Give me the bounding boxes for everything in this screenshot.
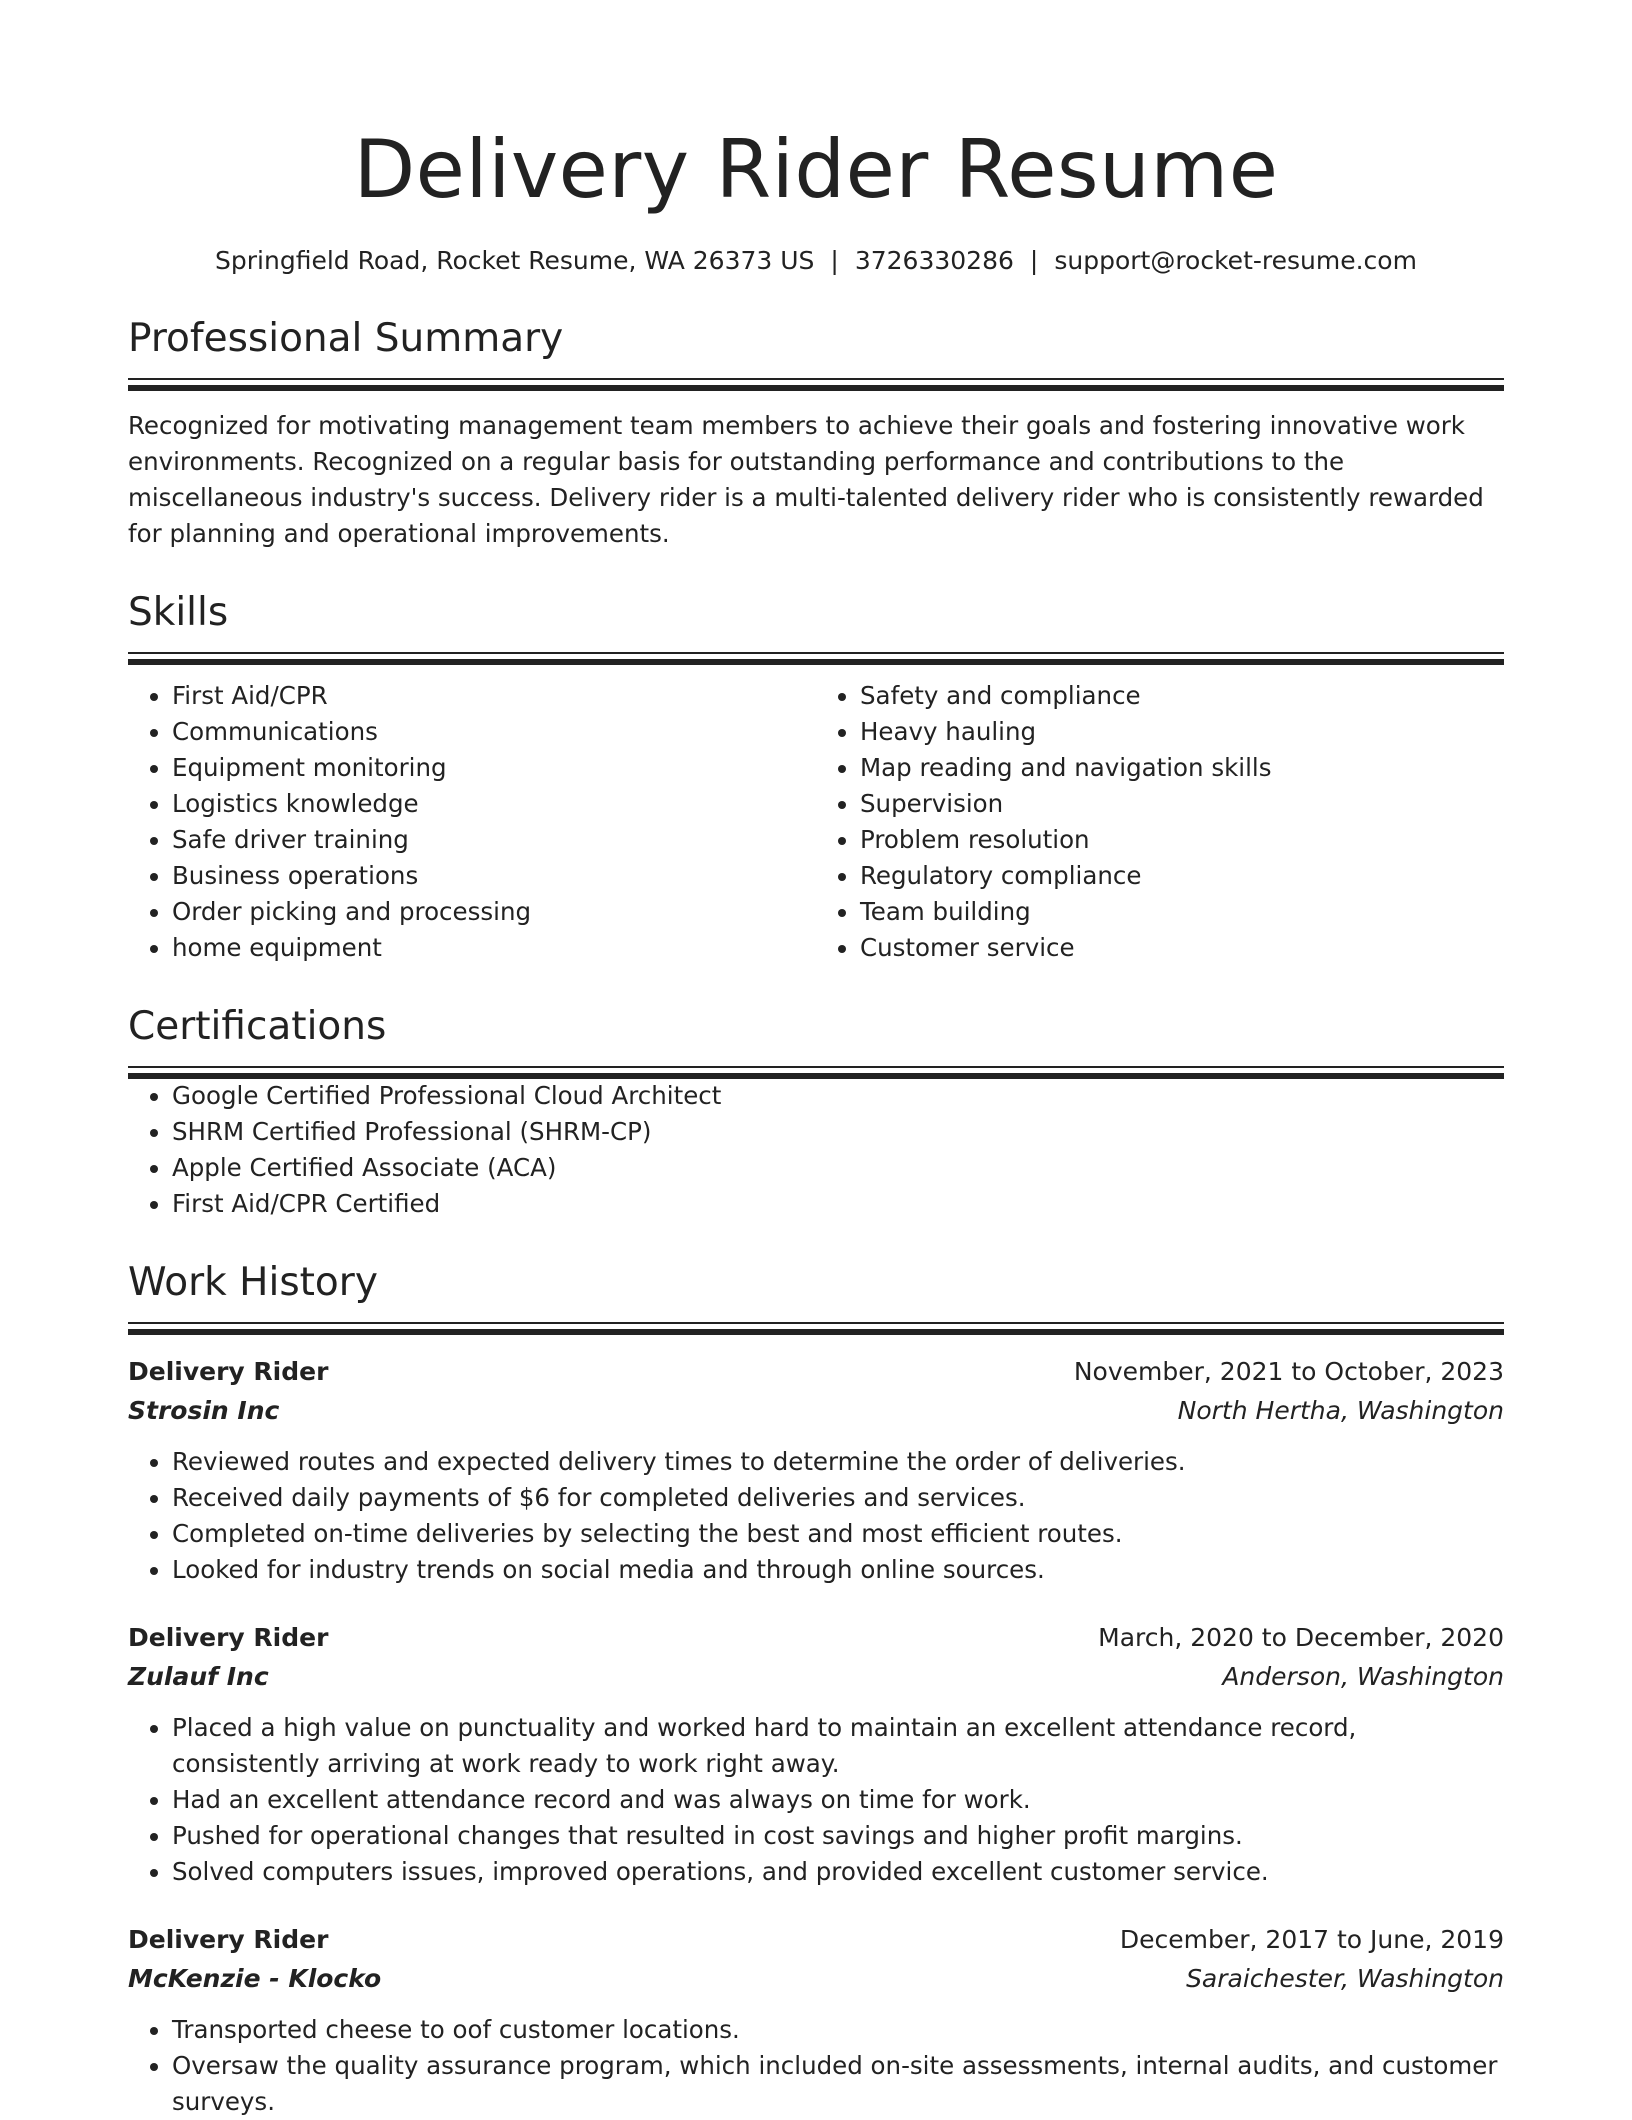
skill-item: • Order picking and processing bbox=[172, 894, 816, 930]
job-title: Delivery Rider bbox=[128, 1623, 329, 1652]
job-dates: November, 2021 to October, 2023 bbox=[1073, 1357, 1504, 1386]
contact-separator: | bbox=[830, 246, 839, 275]
skill-item: • Business operations bbox=[172, 858, 816, 894]
job-bullet: • Had an excellent attendance record and was always on time for work. bbox=[172, 1782, 1504, 1818]
skill-item: • Safety and compliance bbox=[860, 678, 1504, 714]
job-bullet: • Reviewed routes and expected delivery times to determine the order of deliveries. bbox=[172, 1444, 1504, 1480]
section-divider bbox=[128, 652, 1504, 664]
job-bullet: • Transported cheese to oof customer locations. bbox=[172, 2012, 1504, 2048]
job-header-row bbox=[128, 1618, 1504, 1657]
section-divider bbox=[128, 1066, 1504, 1078]
job-location: Saraichester, Washington bbox=[1186, 1964, 1504, 1993]
job-company-row bbox=[128, 1959, 1504, 1998]
skill-item: • First Aid/CPR bbox=[172, 678, 816, 714]
summary-text: Recognized for motivating management team members to achieve their goals and fostering innovative work environments. Recognized on a regular basis for outstanding performance and contributions to the miscellaneous industry's success. Delivery rider is a multi-talented delivery rider who is consistently rewarded for planning and operational improvements. bbox=[128, 411, 1484, 548]
job-bullet: • Received daily payments of $6 for completed deliveries and services. bbox=[172, 1480, 1504, 1516]
job-location: North Hertha, Washington bbox=[1177, 1396, 1504, 1425]
job-company-row bbox=[128, 1391, 1504, 1430]
section-skills bbox=[128, 588, 1504, 966]
skill-item: • Communications bbox=[172, 714, 816, 750]
skills-list-right bbox=[816, 678, 1504, 966]
section-work-history bbox=[128, 1258, 1504, 2120]
job-bullet: • Oversaw the quality assurance program, which included on-site assessments, internal audits, and customer surveys. bbox=[172, 2048, 1504, 2120]
job-bullets bbox=[128, 1710, 1504, 1890]
certification-item: • Apple Certified Associate (ACA) bbox=[172, 1150, 1504, 1186]
section-heading-work-history: Work History bbox=[128, 1260, 378, 1305]
job-title: Delivery Rider bbox=[128, 1925, 329, 1954]
skill-item: • Problem resolution bbox=[860, 822, 1504, 858]
job-bullets bbox=[128, 1444, 1504, 1588]
contact-email[interactable]: support@rocket-resume.com bbox=[1054, 246, 1417, 275]
skill-item: • Safe driver training bbox=[172, 822, 816, 858]
job-location: Anderson, Washington bbox=[1222, 1662, 1504, 1691]
certifications-list bbox=[128, 1078, 1504, 1222]
contact-phone: 3726330286 bbox=[854, 246, 1014, 275]
job-company: Strosin Inc bbox=[128, 1396, 280, 1425]
skill-item: • Regulatory compliance bbox=[860, 858, 1504, 894]
certification-item: • First Aid/CPR Certified bbox=[172, 1186, 1504, 1222]
job-bullet: • Placed a high value on punctuality and worked hard to maintain an excellent attendance record, consistently arriving at work ready to work right away. bbox=[172, 1710, 1504, 1782]
job-dates: March, 2020 to December, 2020 bbox=[1098, 1623, 1504, 1652]
contact-line bbox=[128, 244, 1504, 278]
skill-item: • Heavy hauling bbox=[860, 714, 1504, 750]
job-company-row bbox=[128, 1657, 1504, 1696]
skill-item: • Logistics knowledge bbox=[172, 786, 816, 822]
certification-item: • Google Certified Professional Cloud Architect bbox=[172, 1078, 1504, 1114]
job-entry bbox=[128, 1920, 1504, 2120]
job-bullet: • Completed on-time deliveries by selecting the best and most efficient routes. bbox=[172, 1516, 1504, 1552]
skill-item: • Customer service bbox=[860, 930, 1504, 966]
section-heading-skills: Skills bbox=[128, 590, 229, 635]
job-entry bbox=[128, 1618, 1504, 1890]
job-title: Delivery Rider bbox=[128, 1357, 329, 1386]
job-bullets bbox=[128, 2012, 1504, 2120]
certification-item: • SHRM Certified Professional (SHRM-CP) bbox=[172, 1114, 1504, 1150]
job-bullet: • Solved computers issues, improved operations, and provided excellent customer service. bbox=[172, 1854, 1504, 1890]
section-heading-summary: Professional Summary bbox=[128, 316, 564, 361]
skill-item: • Equipment monitoring bbox=[172, 750, 816, 786]
contact-separator: | bbox=[1029, 246, 1039, 275]
section-divider bbox=[128, 1322, 1504, 1334]
skills-columns bbox=[128, 678, 1504, 966]
skill-item: • Supervision bbox=[860, 786, 1504, 822]
section-heading-certifications: Certifications bbox=[128, 1004, 387, 1049]
contact-address: Springfield Road, Rocket Resume, WA 26373 US bbox=[215, 246, 815, 275]
job-bullet: • Pushed for operational changes that resulted in cost savings and higher profit margins. bbox=[172, 1818, 1504, 1854]
job-company: McKenzie - Klocko bbox=[128, 1964, 382, 1993]
section-divider bbox=[128, 378, 1504, 390]
skill-item: • Map reading and navigation skills bbox=[860, 750, 1504, 786]
resume-title: Delivery Rider Resume bbox=[353, 123, 1279, 216]
job-entry bbox=[128, 1352, 1504, 1588]
skill-item: • home equipment bbox=[172, 930, 816, 966]
job-header-row bbox=[128, 1352, 1504, 1391]
section-summary bbox=[128, 314, 1504, 552]
skill-item: • Team building bbox=[860, 894, 1504, 930]
resume-page bbox=[128, 120, 1504, 2120]
skills-list-left bbox=[128, 678, 816, 966]
job-dates: December, 2017 to June, 2019 bbox=[1119, 1925, 1504, 1954]
job-company: Zulauf Inc bbox=[128, 1662, 269, 1691]
job-header-row bbox=[128, 1920, 1504, 1959]
section-certifications bbox=[128, 1002, 1504, 1222]
job-bullet: • Looked for industry trends on social media and through online sources. bbox=[172, 1552, 1504, 1588]
